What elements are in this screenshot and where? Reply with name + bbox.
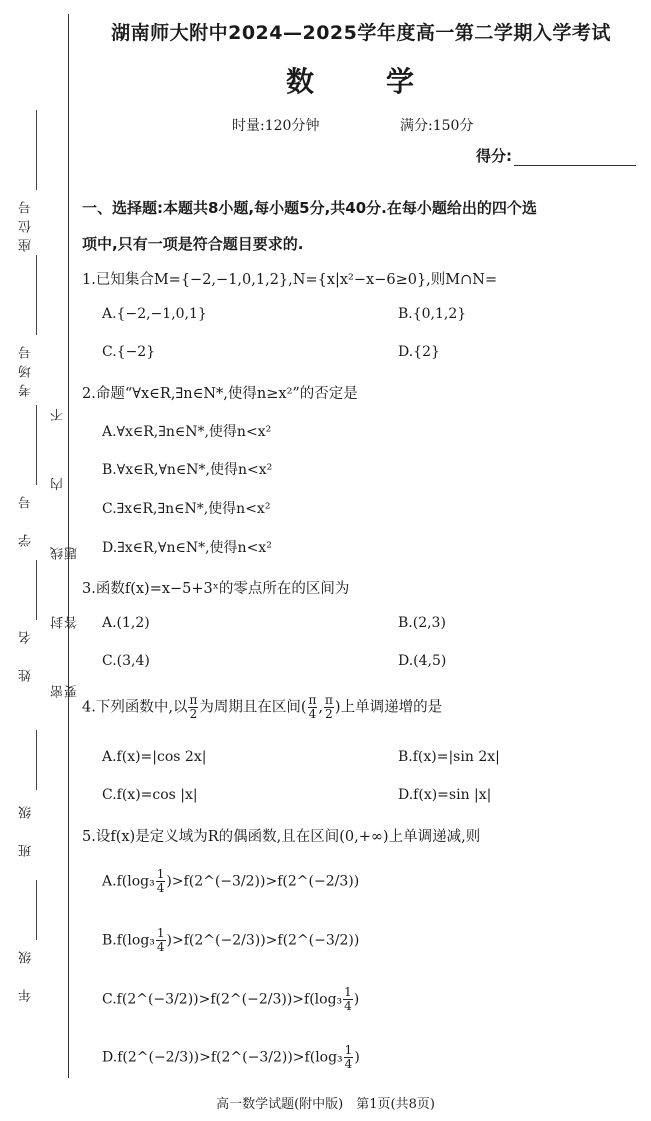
section-intro xyxy=(82,190,638,262)
q5-option-a[interactable]: A.f(log₃ $\frac{1}{4}$ )>f(2^(−3/2))>f(2^(−2/3)) xyxy=(102,867,360,895)
grade-line[interactable] xyxy=(36,880,37,940)
q2-option-c[interactable]: C.∃x∈R,∃n∈N*,使得n<x² xyxy=(102,501,271,517)
q3-option-d[interactable]: D.(4,5) xyxy=(398,653,447,669)
q4-option-c[interactable]: C.f(x)=cos |x| xyxy=(102,787,198,803)
seat-number-label: 座位号 xyxy=(19,195,34,252)
section-intro-line1: 一、选择题:本题共8小题,每小题5分,共40分.在每小题给出的四个选 xyxy=(82,199,537,217)
exam-room-label: 考场号 xyxy=(19,340,34,397)
score-label: 得分: xyxy=(476,147,512,165)
q2-option-d[interactable]: D.∃x∈R,∀n∈N*,使得n<x² xyxy=(102,540,272,556)
q4-option-b[interactable]: B.f(x)=|sin 2x| xyxy=(398,749,500,765)
q1-option-c[interactable]: C.{−2} xyxy=(102,344,156,360)
q1-option-b[interactable]: B.{0,1,2} xyxy=(398,306,467,322)
subject-title: 数 学 xyxy=(285,65,436,98)
exam-room-line[interactable] xyxy=(36,255,37,335)
q5-option-d[interactable]: D.f(2^(−2/3))>f(2^(−3/2))>f(log₃ $\frac{1}{4}$ ) xyxy=(102,1043,360,1071)
score-field xyxy=(476,145,636,166)
page-footer: 高一数学试题(附中版) 第1页(共8页) xyxy=(216,1097,435,1112)
section-intro-line2: 项中,只有一项是符合题目要求的. xyxy=(82,235,304,253)
class-label: 班 级 xyxy=(19,800,34,857)
q3-option-b[interactable]: B.(2,3) xyxy=(398,615,446,631)
class-line[interactable] xyxy=(36,730,37,790)
q1-option-d[interactable]: D.{2} xyxy=(398,344,440,360)
score-input-line[interactable] xyxy=(514,149,636,166)
fraction-pi-over-2-b: $\frac{\pi}{2}$ xyxy=(325,693,333,721)
grade-label: 年 级 xyxy=(19,945,34,1002)
fraction-pi-over-2: $\frac{\pi}{2}$ xyxy=(189,693,198,721)
q5-option-b[interactable]: B.f(log₃ $\frac{1}{4}$ )>f(2^(−2/3))>f(2^(−3/2)) xyxy=(102,926,360,954)
fraction-pi-over-4: $\frac{\pi}{4}$ xyxy=(308,693,317,721)
seal-instruction: 密 封 线 内 不 要 答 题 xyxy=(51,382,80,698)
q2-option-a[interactable]: A.∀x∈R,∃n∈N*,使得n<x² xyxy=(102,424,272,440)
question-4-stem: 4.下列函数中,以 $\frac{\pi}{2}$ 为周期且在区间( $\frac{\pi}{4}$ , $\frac{\pi}{2}$ )上单调递增的是 xyxy=(82,693,443,721)
q5-option-c[interactable]: C.f(2^(−3/2))>f(2^(−2/3))>f(log₃ $\frac{1}{4}$ ) xyxy=(102,985,360,1013)
seat-number-line[interactable] xyxy=(36,110,37,190)
name-label: 姓 名 xyxy=(19,625,34,682)
name-line[interactable] xyxy=(36,560,37,620)
question-5-stem: 5.设f(x)是定义域为R的偶函数,且在区间(0,+∞)上单调递减,则 xyxy=(82,829,481,845)
q4-option-a[interactable]: A.f(x)=|cos 2x| xyxy=(102,749,207,765)
student-id-line[interactable] xyxy=(36,405,37,485)
time-limit: 时量:120分钟 xyxy=(232,118,320,134)
q3-option-c[interactable]: C.(3,4) xyxy=(102,653,150,669)
question-2-stem: 2.命题“∀x∈R,∃n∈N*,使得n≥x²”的否定是 xyxy=(82,386,358,402)
q3-option-a[interactable]: A.(1,2) xyxy=(102,615,150,631)
student-id-label: 学 号 xyxy=(19,490,34,547)
exam-title: 湖南师大附中2024—2025学年度高一第二学期入学考试 xyxy=(111,22,611,44)
binding-sidebar xyxy=(0,0,80,1121)
question-3-stem: 3.函数f(x)=x−5+3ˣ的零点所在的区间为 xyxy=(82,581,350,597)
q1-option-a[interactable]: A.{−2,−1,0,1} xyxy=(102,306,207,322)
q4-option-d[interactable]: D.f(x)=sin |x| xyxy=(398,787,492,803)
full-score: 满分:150分 xyxy=(400,118,474,134)
q2-option-b[interactable]: B.∀x∈R,∀n∈N*,使得n<x² xyxy=(102,462,273,478)
question-1-stem: 1.已知集合M={−2,−1,0,1,2},N={x|x²−x−6≥0},则M∩N= xyxy=(82,272,498,288)
